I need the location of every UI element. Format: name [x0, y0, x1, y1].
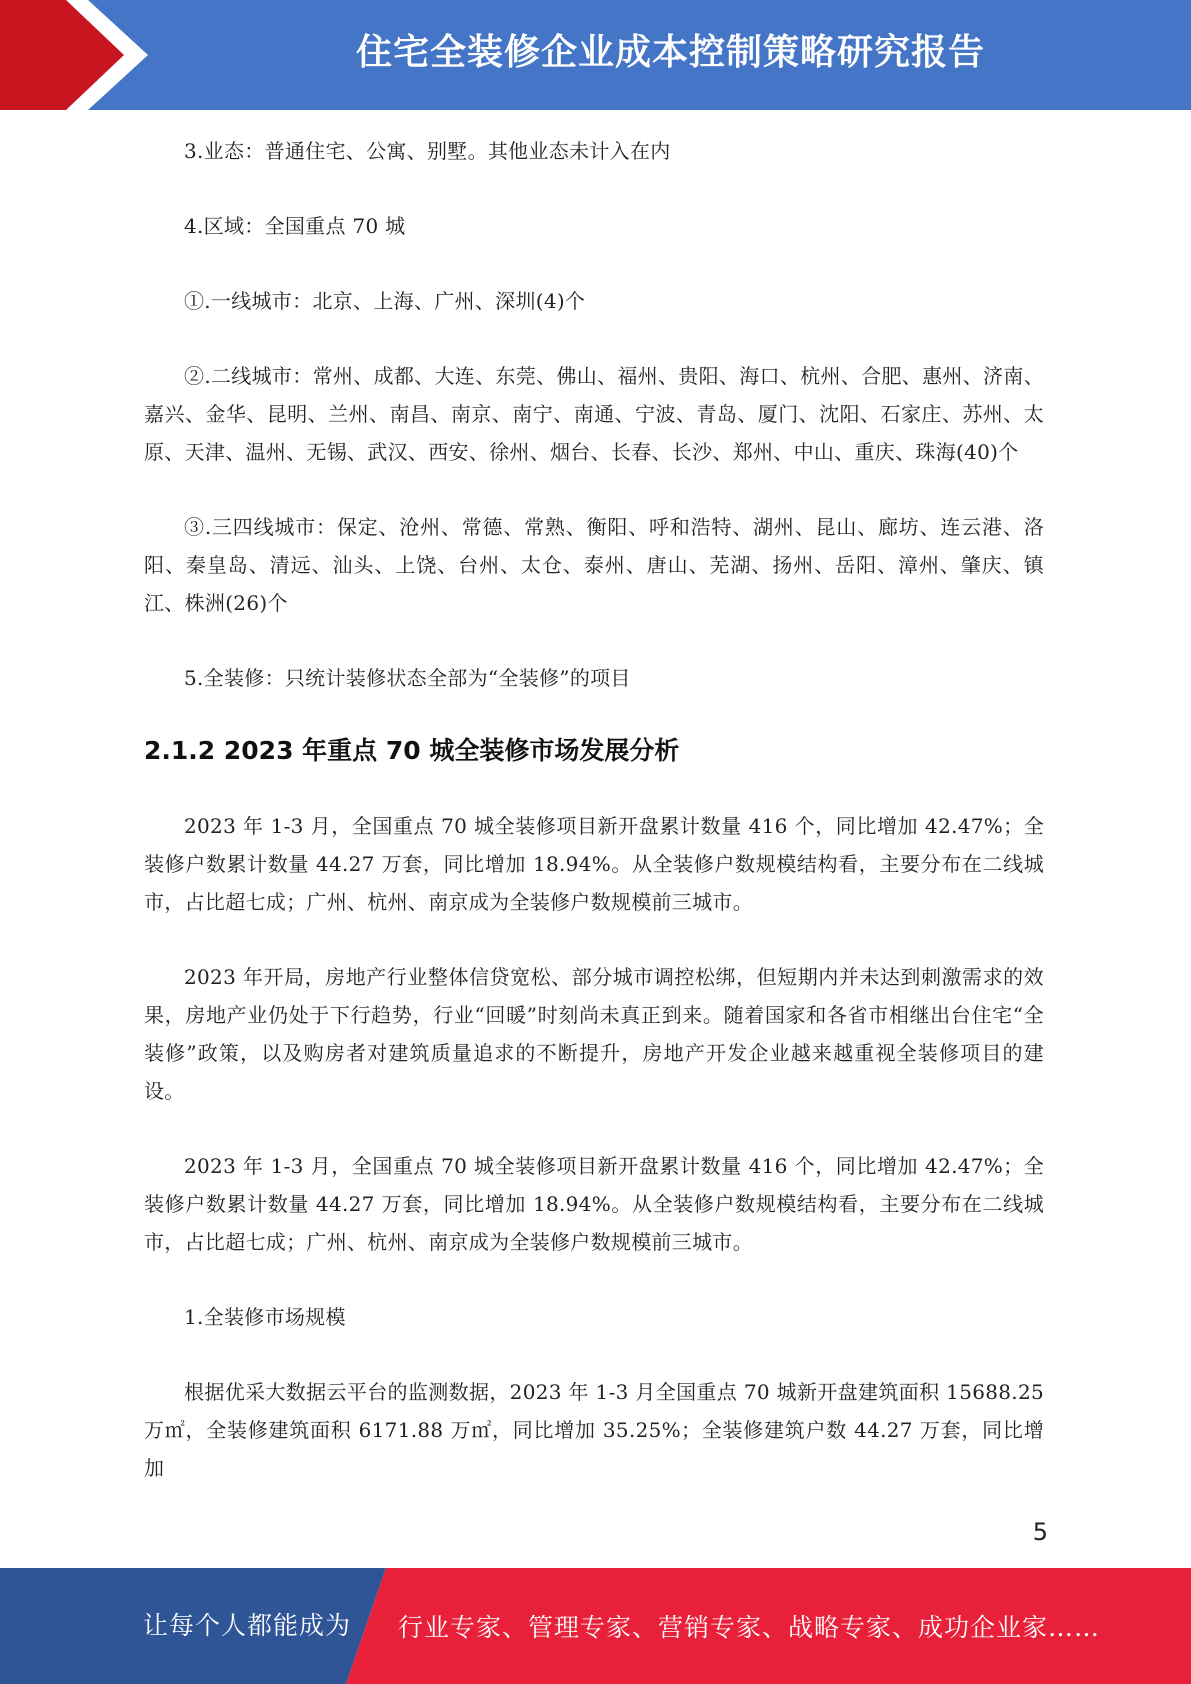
- page-number: 5: [1032, 1518, 1048, 1546]
- section-heading: 2.1.2 2023 年重点 70 城全装修市场发展分析: [144, 736, 680, 765]
- page-footer: [0, 1568, 1191, 1684]
- paragraph-market-summary: 2023 年 1-3 月，全国重点 70 城全装修项目新开盘累计数量 416 个，同比增加 42.47%；全装修户数累计数量 44.27 万套，同比增加 18.94%。从全装修户数规模结构看，主要分布在二线城市，占比超七成；广州、杭州、南京成为全装修户数规模前三城市。: [144, 814, 1044, 914]
- paragraph-full-decoration-definition: 5.全装修：只统计装修状态全部为“全装修”的项目: [184, 666, 631, 690]
- paragraph-market-summary-repeat: 2023 年 1-3 月，全国重点 70 城全装修项目新开盘累计数量 416 个，同比增加 42.47%；全装修户数累计数量 44.27 万套，同比增加 18.94%。从全装修户数规模结构看，主要分布在二线城市，占比超七成；广州、杭州、南京成为全装修户数规模前三城市。: [144, 1154, 1044, 1254]
- page-header: [0, 0, 1191, 110]
- paragraph-subheading-market-scale: 1.全装修市场规模: [184, 1305, 346, 1329]
- report-title: 住宅全装修企业成本控制策略研究报告: [355, 32, 985, 73]
- paragraph-monitoring-data: 根据优采大数据云平台的监测数据，2023 年 1-3 月全国重点 70 城新开盘建筑面积 15688.25 万㎡，全装修建筑面积 6171.88 万㎡，同比增加 35.25%；全装修建筑户数 44.27 万套，同比增加: [144, 1380, 1044, 1480]
- paragraph-tier3-cities: ③.三四线城市：保定、沧州、常德、常熟、衡阳、呼和浩特、湖州、昆山、廊坊、连云港、洛阳、秦皇岛、清远、汕头、上饶、台州、太仓、泰州、唐山、芜湖、扬州、岳阳、漳州、肇庆、镇江、株洲(26)个: [144, 515, 1044, 615]
- paragraph-region: 4.区域：全国重点 70 城: [184, 214, 406, 238]
- header-arrow-decoration: [0, 0, 150, 110]
- paragraph-tier1-cities: ①.一线城市：北京、上海、广州、深圳(4)个: [184, 289, 586, 313]
- footer-slogan-left: 让每个人都能成为: [143, 1611, 352, 1640]
- paragraph-tier2-cities: ②.二线城市：常州、成都、大连、东莞、佛山、福州、贵阳、海口、杭州、合肥、惠州、济南、嘉兴、金华、昆明、兰州、南昌、南京、南宁、南通、宁波、青岛、厦门、沈阳、石家庄、苏州、太原、天津、温州、无锡、武汉、西安、徐州、烟台、长春、长沙、郑州、中山、重庆、珠海(40)个: [144, 364, 1044, 464]
- document-body: [144, 132, 1044, 1524]
- paragraph-format: 3.业态：普通住宅、公寓、别墅。其他业态未计入在内: [184, 139, 671, 163]
- footer-slogan-right: 行业专家、管理专家、营销专家、战略专家、成功企业家……: [398, 1613, 1101, 1642]
- paragraph-industry-context: 2023 年开局，房地产行业整体信贷宽松、部分城市调控松绑，但短期内并未达到刺激需求的效果，房地产业仍处于下行趋势，行业“回暖”时刻尚未真正到来。随着国家和各省市相继出台住宅“全装修”政策，以及购房者对建筑质量追求的不断提升，房地产开发企业越来越重视全装修项目的建设。: [144, 965, 1044, 1103]
